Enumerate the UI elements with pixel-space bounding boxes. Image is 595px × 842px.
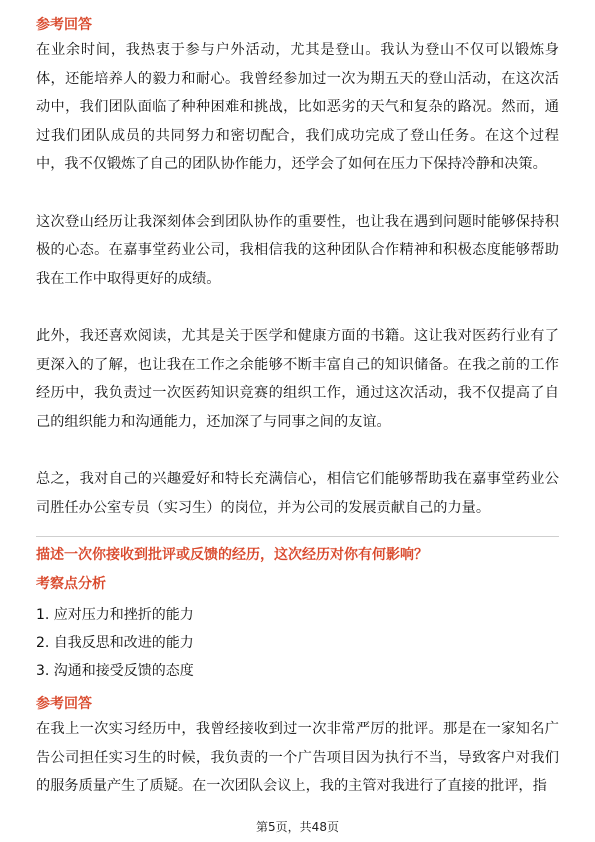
- analysis-heading: 考察点分析: [36, 576, 106, 592]
- analysis-point-list: [36, 601, 559, 685]
- document-body: [36, 14, 559, 801]
- answer-heading-2: 参考回答: [36, 696, 92, 712]
- analysis-point: 2. 自我反思和改进的能力: [36, 635, 194, 651]
- question-title: 描述一次你接收到批评或反馈的经历，这次经历对你有何影响？: [36, 547, 428, 563]
- paragraph-conclusion: 总之，我对自己的兴趣爱好和特长充满信心，相信它们能够帮助我在嘉事堂药业公司胜任办公室专员（实习生）的岗位，并为公司的发展贡献自己的力量。: [36, 471, 559, 516]
- paragraph-hobby-hiking: 在业余时间，我热衷于参与户外活动，尤其是登山。我认为登山不仅可以锻炼身体，还能培养人的毅力和耐心。我曾经参加过一次为期五天的登山活动，在这次活动中，我们团队面临了种种困难和挑战，比如恶劣的天气和复杂的路况。然而，通过我们团队成员的共同努力和密切配合，我们成功完成了登山任务。在这个过程中，我不仅锻炼了自己的团队协作能力，还学会了如何在压力下保持冷静和决策。: [36, 42, 559, 172]
- paragraph-criticism-experience: 在我上一次实习经历中，我曾经接收到过一次非常严厉的批评。那是在一家知名广告公司担任实习生的时候，我负责的一个广告项目因为执行不当，导致客户对我们的服务质量产生了质疑。在一次团队会议上，我的主管对我进行了直接的批评，指: [36, 721, 559, 794]
- paragraph-teamwork: 这次登山经历让我深刻体会到团队协作的重要性，也让我在遇到问题时能够保持积极的心态。在嘉事堂药业公司，我相信我的这种团队合作精神和积极态度能够帮助我在工作中取得更好的成绩。: [36, 213, 559, 287]
- analysis-point: 1. 应对压力和挫折的能力: [36, 607, 194, 623]
- paragraph-reading: 此外，我还喜欢阅读，尤其是关于医学和健康方面的书籍。这让我对医药行业有了更深入的了解，也让我在工作之余能够不断丰富自己的知识储备。在我之前的工作经历中，我负责过一次医药知识竞赛的组织工作，通过这次活动，我不仅提高了自己的组织能力和沟通能力，还加深了与同事之间的友谊。: [36, 328, 559, 430]
- analysis-point: 3. 沟通和接受反馈的态度: [36, 663, 194, 679]
- page-number: 第5页，共48页: [256, 820, 339, 834]
- answer-heading: 参考回答: [36, 17, 92, 33]
- section-divider: [36, 536, 559, 537]
